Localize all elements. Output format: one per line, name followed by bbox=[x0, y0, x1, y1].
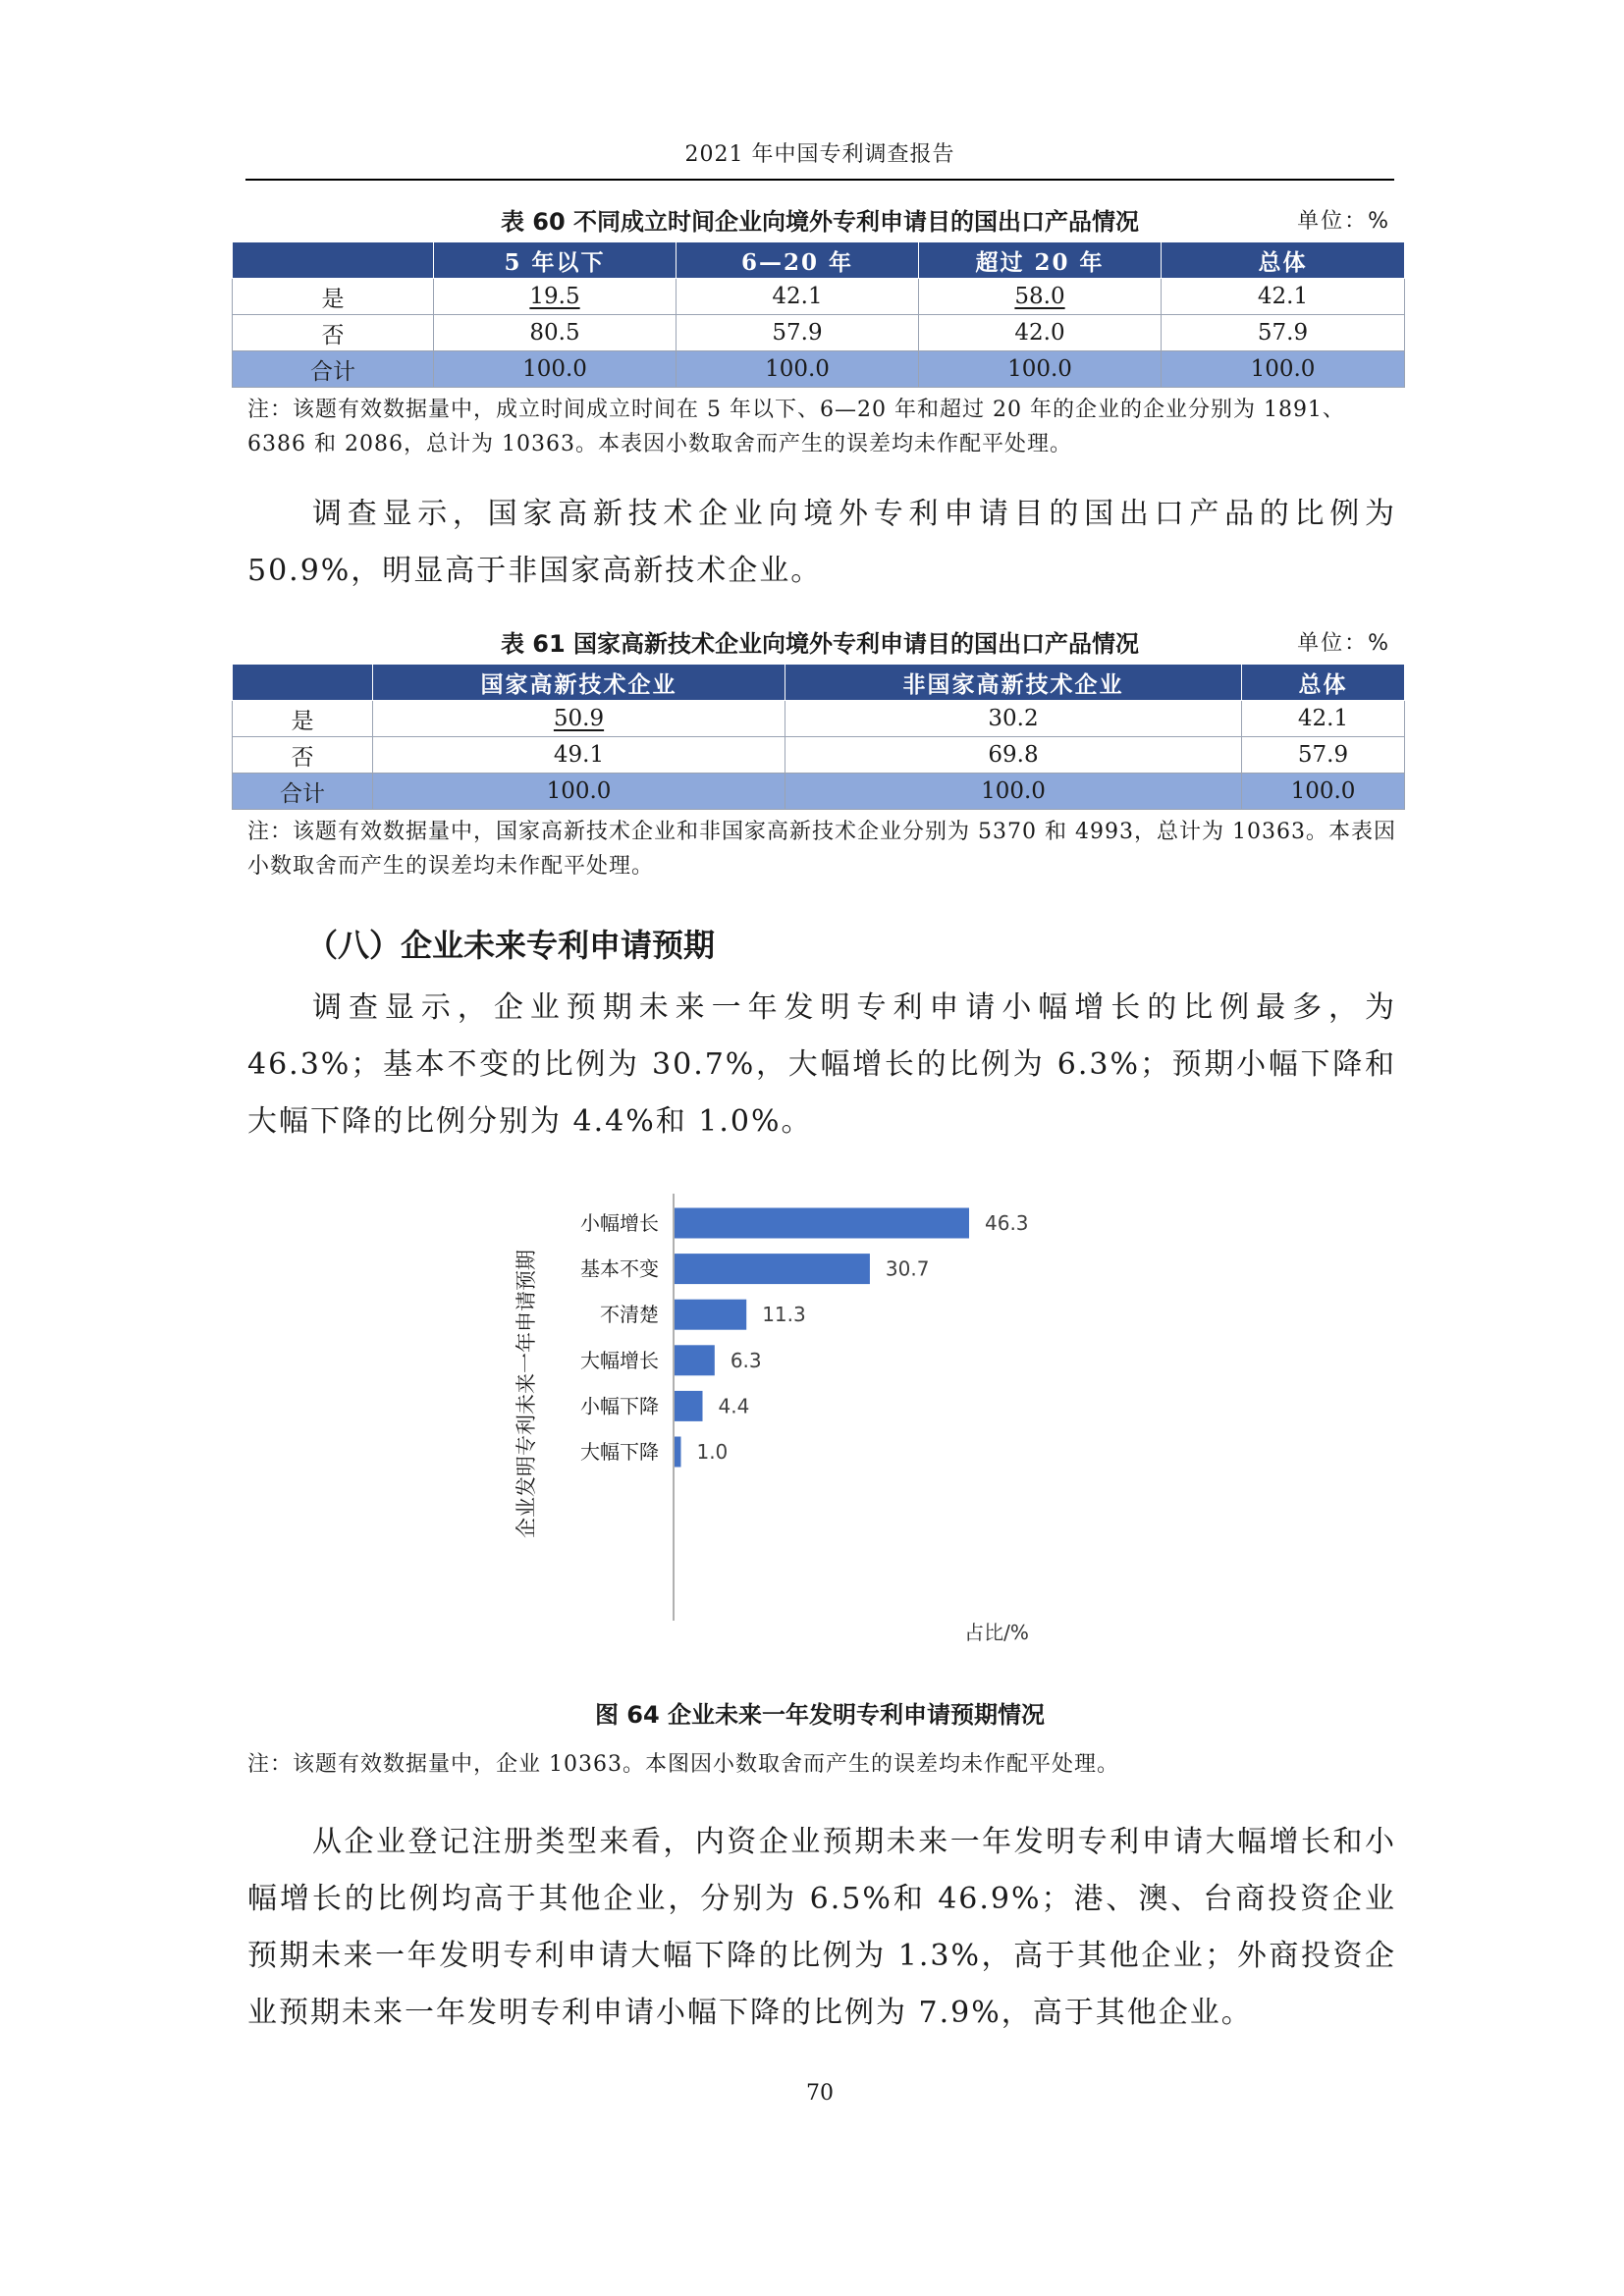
table-cell: 100.0 bbox=[1162, 351, 1405, 388]
table-header-cell bbox=[233, 242, 434, 279]
table-cell: 69.8 bbox=[785, 737, 1242, 774]
table-cell: 100.0 bbox=[919, 351, 1162, 388]
value-label: 30.7 bbox=[885, 1256, 930, 1281]
header-rule bbox=[245, 179, 1394, 181]
bar-chart bbox=[491, 1188, 1100, 1649]
table60-caption-row bbox=[236, 202, 1404, 241]
row-label: 否 bbox=[233, 737, 373, 774]
table60-unit: 单位：% bbox=[1297, 209, 1390, 234]
table-header-cell: 6—20 年 bbox=[677, 242, 919, 279]
paragraph: 调查显示，企业预期未来一年发明专利申请小幅增长的比例最多，为 46.3%；基本不变的比例为 30.7%，大幅增长的比例为 6.3%；预期小幅下降和大幅下降的比例分别为 4.4%和 1.0%。 bbox=[247, 990, 1396, 1139]
category-label: 小幅增长 bbox=[580, 1211, 659, 1235]
value-label: 1.0 bbox=[696, 1440, 729, 1464]
figure-note: 注：该题有效数据量中，企业 10363。本图因小数取舍而产生的误差均未作配平处理。 bbox=[247, 1752, 1119, 1777]
paragraph: 调查显示，国家高新技术企业向境外专利申请目的国出口产品的比例为 50.9%，明显高于非国家高新技术企业。 bbox=[247, 497, 1396, 588]
category-label: 不清楚 bbox=[600, 1303, 659, 1327]
table-cell: 80.5 bbox=[434, 315, 677, 351]
table61 bbox=[232, 664, 1405, 810]
table60-note: 注：该题有效数据量中，成立时间成立时间在 5 年以下、6—20 年和超过 20 年的企业的企业分别为 1891、6386 和 2086，总计为 10363。本表因小数取舍而产生的误差均未作配平处理。 bbox=[247, 398, 1345, 456]
highlighted-value: 50.9 bbox=[553, 706, 605, 731]
table-header-cell bbox=[233, 665, 373, 701]
row-label: 合计 bbox=[233, 351, 434, 388]
table-cell: 100.0 bbox=[1242, 774, 1405, 810]
bar bbox=[675, 1391, 703, 1421]
row-label: 是 bbox=[233, 279, 434, 315]
table-cell: 57.9 bbox=[677, 315, 919, 351]
table-cell: 30.2 bbox=[785, 701, 1242, 737]
table-cell: 42.1 bbox=[1162, 279, 1405, 315]
table-row bbox=[233, 279, 1405, 315]
category-label: 基本不变 bbox=[580, 1256, 659, 1281]
table-cell bbox=[919, 279, 1162, 315]
table60 bbox=[232, 241, 1405, 388]
table-header-row bbox=[233, 242, 1405, 279]
x-axis-label: 占比/% bbox=[964, 1621, 1029, 1644]
table-cell: 49.1 bbox=[373, 737, 785, 774]
row-label: 合计 bbox=[233, 774, 373, 810]
table61-note: 注：该题有效数据量中，国家高新技术企业和非国家高新技术企业分别为 5370 和 4993，总计为 10363。本表因小数取舍而产生的误差均未作配平处理。 bbox=[247, 820, 1396, 879]
bar bbox=[675, 1254, 870, 1284]
value-label: 11.3 bbox=[762, 1303, 806, 1327]
table-row bbox=[233, 737, 1405, 774]
table61-caption: 表 61 国家高新技术企业向境外专利申请目的国出口产品情况 bbox=[500, 630, 1140, 658]
y-axis-label: 企业发明专利未来一年申请预期 bbox=[514, 1250, 538, 1538]
page-number: 70 bbox=[806, 2081, 834, 2106]
table-header-cell: 非国家高新技术企业 bbox=[785, 665, 1242, 701]
row-label: 是 bbox=[233, 701, 373, 737]
bar bbox=[675, 1345, 715, 1375]
value-label: 46.3 bbox=[985, 1211, 1029, 1235]
bars-group bbox=[580, 1208, 1029, 1468]
category-label: 小幅下降 bbox=[580, 1394, 659, 1418]
category-label: 大幅增长 bbox=[580, 1348, 659, 1372]
row-label: 否 bbox=[233, 315, 434, 351]
table-header-cell: 国家高新技术企业 bbox=[373, 665, 785, 701]
table-cell: 57.9 bbox=[1242, 737, 1405, 774]
highlighted-value: 19.5 bbox=[529, 284, 580, 309]
table-cell: 42.1 bbox=[1242, 701, 1405, 737]
table-header-cell: 总体 bbox=[1162, 242, 1405, 279]
bar bbox=[675, 1437, 680, 1468]
value-label: 4.4 bbox=[718, 1394, 750, 1418]
table-header-cell: 超过 20 年 bbox=[919, 242, 1162, 279]
table-total-row bbox=[233, 774, 1405, 810]
category-label: 大幅下降 bbox=[580, 1440, 659, 1464]
table-header-row bbox=[233, 665, 1405, 701]
bar bbox=[675, 1300, 746, 1330]
running-head: 2021 年中国专利调查报告 bbox=[684, 142, 955, 167]
value-label: 6.3 bbox=[730, 1348, 762, 1372]
table-cell: 42.0 bbox=[919, 315, 1162, 351]
paragraph: 从企业登记注册类型来看，内资企业预期未来一年发明专利申请大幅增长和小幅增长的比例均高于其他企业，分别为 6.5%和 46.9%；港、澳、台商投资企业预期未来一年发明专利申请大幅下降的比例为 1.3%，高于其他企业；外商投资企业预期未来一年发明专利申请小幅下降的比例为 7.9%，高于其他企业。 bbox=[247, 1825, 1396, 2030]
table-cell bbox=[434, 279, 677, 315]
table-cell: 100.0 bbox=[785, 774, 1242, 810]
table-cell: 100.0 bbox=[434, 351, 677, 388]
table-header-cell: 5 年以下 bbox=[434, 242, 677, 279]
table61-caption-row bbox=[236, 624, 1404, 664]
highlighted-value: 58.0 bbox=[1014, 284, 1065, 309]
table-cell: 100.0 bbox=[677, 351, 919, 388]
table-cell bbox=[373, 701, 785, 737]
table-total-row bbox=[233, 351, 1405, 388]
figure-caption: 图 64 企业未来一年发明专利申请预期情况 bbox=[594, 1701, 1046, 1729]
table60-caption: 表 60 不同成立时间企业向境外专利申请目的国出口产品情况 bbox=[500, 208, 1140, 236]
table-cell: 57.9 bbox=[1162, 315, 1405, 351]
table-header-cell: 总体 bbox=[1242, 665, 1405, 701]
table61-unit: 单位：% bbox=[1297, 631, 1390, 656]
section-heading: （八）企业未来专利申请预期 bbox=[306, 927, 716, 964]
table-cell: 100.0 bbox=[373, 774, 785, 810]
table-row bbox=[233, 315, 1405, 351]
bar bbox=[675, 1208, 969, 1239]
table-cell: 42.1 bbox=[677, 279, 919, 315]
table-row bbox=[233, 701, 1405, 737]
